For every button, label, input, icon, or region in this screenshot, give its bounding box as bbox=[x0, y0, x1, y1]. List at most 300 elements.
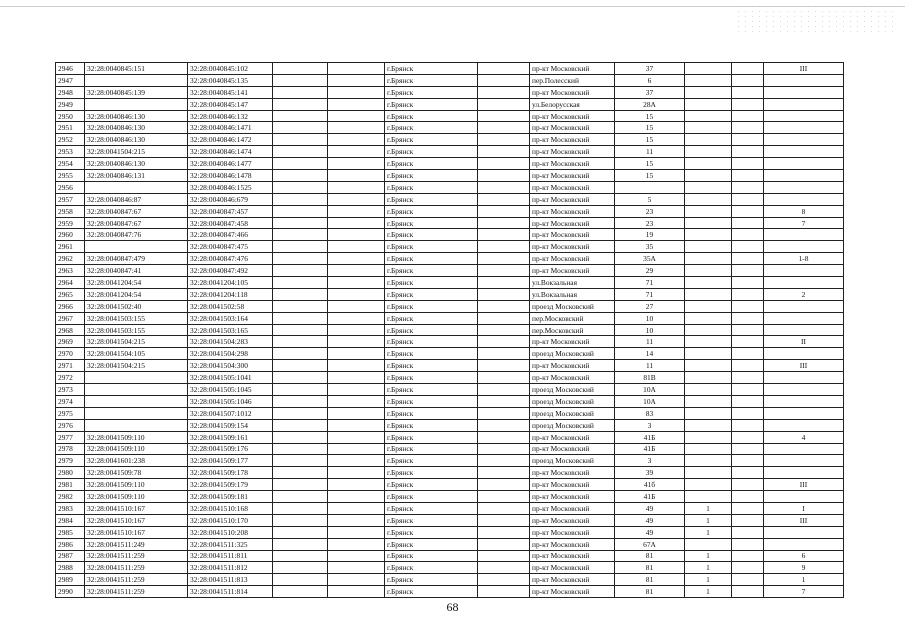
cell-cadastral-number: 32:28:0041507:1012 bbox=[188, 407, 273, 419]
cell-city: г.Брянск bbox=[385, 407, 478, 419]
cell-cadastral-number: 32:28:0041204:105 bbox=[188, 277, 273, 289]
cell-col-11 bbox=[732, 324, 764, 336]
cell-col-5 bbox=[328, 384, 385, 396]
cell-col-11 bbox=[732, 312, 764, 324]
cell-premises-number bbox=[764, 526, 844, 538]
cell-col-5 bbox=[328, 348, 385, 360]
cell-col-11 bbox=[732, 407, 764, 419]
cell-parent-cadastral-number: 32:28:0041511:259 bbox=[85, 586, 188, 598]
cell-col-11 bbox=[732, 110, 764, 122]
cell-col-4 bbox=[273, 265, 328, 277]
cell-city: г.Брянск bbox=[385, 122, 478, 134]
cell-cadastral-number: 32:28:0040845:102 bbox=[188, 63, 273, 75]
cell-col-10 bbox=[685, 158, 732, 170]
cell-house-number: 81 bbox=[615, 562, 685, 574]
cell-house-number: 14 bbox=[615, 348, 685, 360]
cell-parent-cadastral-number bbox=[85, 372, 188, 384]
cell-col-5 bbox=[328, 562, 385, 574]
cell-col-4 bbox=[273, 384, 328, 396]
cell-premises-number bbox=[764, 86, 844, 98]
cell-street: пр-кт Московский bbox=[530, 158, 615, 170]
cell-row-index: 2947 bbox=[56, 74, 85, 86]
table-row bbox=[56, 193, 844, 205]
cell-city: г.Брянск bbox=[385, 574, 478, 586]
cell-row-index: 2952 bbox=[56, 134, 85, 146]
cell-col-10: 1 bbox=[685, 562, 732, 574]
cell-col-7 bbox=[478, 110, 530, 122]
cell-city: г.Брянск bbox=[385, 360, 478, 372]
cell-col-10 bbox=[685, 360, 732, 372]
cell-row-index: 2976 bbox=[56, 419, 85, 431]
cell-parent-cadastral-number: 32:28:0040847:479 bbox=[85, 253, 188, 265]
table-row bbox=[56, 336, 844, 348]
cell-premises-number: 4 bbox=[764, 431, 844, 443]
cell-row-index: 2946 bbox=[56, 63, 85, 75]
cell-parent-cadastral-number: 32:28:0041509:110 bbox=[85, 431, 188, 443]
cell-street: проезд Московский bbox=[530, 348, 615, 360]
cell-row-index: 2964 bbox=[56, 277, 85, 289]
cell-col-5 bbox=[328, 431, 385, 443]
cell-city: г.Брянск bbox=[385, 170, 478, 182]
cell-col-11 bbox=[732, 491, 764, 503]
cell-row-index: 2973 bbox=[56, 384, 85, 396]
cell-parent-cadastral-number: 32:28:0041511:249 bbox=[85, 538, 188, 550]
cell-col-7 bbox=[478, 384, 530, 396]
cell-col-11 bbox=[732, 372, 764, 384]
cell-col-11 bbox=[732, 253, 764, 265]
cell-parent-cadastral-number bbox=[85, 407, 188, 419]
cell-col-7 bbox=[478, 407, 530, 419]
cell-col-7 bbox=[478, 491, 530, 503]
cell-cadastral-number: 32:28:0040847:476 bbox=[188, 253, 273, 265]
cell-parent-cadastral-number bbox=[85, 98, 188, 110]
cell-col-11 bbox=[732, 158, 764, 170]
cell-col-7 bbox=[478, 538, 530, 550]
cell-premises-number bbox=[764, 538, 844, 550]
cell-row-index: 2990 bbox=[56, 586, 85, 598]
cell-col-5 bbox=[328, 360, 385, 372]
cell-row-index: 2975 bbox=[56, 407, 85, 419]
cell-col-5 bbox=[328, 170, 385, 182]
cell-col-11 bbox=[732, 229, 764, 241]
cell-row-index: 2985 bbox=[56, 526, 85, 538]
cell-col-4 bbox=[273, 86, 328, 98]
table-row bbox=[56, 407, 844, 419]
cell-col-4 bbox=[273, 312, 328, 324]
cell-col-7 bbox=[478, 217, 530, 229]
cell-parent-cadastral-number bbox=[85, 241, 188, 253]
cell-col-10 bbox=[685, 181, 732, 193]
cell-row-index: 2984 bbox=[56, 514, 85, 526]
cell-col-5 bbox=[328, 181, 385, 193]
cell-col-4 bbox=[273, 538, 328, 550]
cell-col-11 bbox=[732, 514, 764, 526]
cell-house-number: 49 bbox=[615, 514, 685, 526]
cell-col-4 bbox=[273, 229, 328, 241]
cell-row-index: 2950 bbox=[56, 110, 85, 122]
cell-row-index: 2965 bbox=[56, 288, 85, 300]
table-row bbox=[56, 288, 844, 300]
cell-premises-number: 1-8 bbox=[764, 253, 844, 265]
cell-col-11 bbox=[732, 217, 764, 229]
cell-col-10 bbox=[685, 300, 732, 312]
cell-premises-number bbox=[764, 98, 844, 110]
cell-col-4 bbox=[273, 300, 328, 312]
cell-row-index: 2979 bbox=[56, 455, 85, 467]
cell-col-7 bbox=[478, 550, 530, 562]
cell-city: г.Брянск bbox=[385, 241, 478, 253]
cell-house-number: 15 bbox=[615, 170, 685, 182]
cell-col-4 bbox=[273, 574, 328, 586]
cell-cadastral-number: 32:28:0040847:458 bbox=[188, 217, 273, 229]
cell-city: г.Брянск bbox=[385, 395, 478, 407]
cell-street: проезд Московский bbox=[530, 384, 615, 396]
cell-house-number: 71 bbox=[615, 277, 685, 289]
cell-parent-cadastral-number: 32:28:0040847:67 bbox=[85, 205, 188, 217]
cell-city: г.Брянск bbox=[385, 146, 478, 158]
cell-col-4 bbox=[273, 360, 328, 372]
cell-col-5 bbox=[328, 443, 385, 455]
cell-col-7 bbox=[478, 360, 530, 372]
cell-col-5 bbox=[328, 217, 385, 229]
cell-col-10 bbox=[685, 419, 732, 431]
cell-col-7 bbox=[478, 74, 530, 86]
cell-col-7 bbox=[478, 181, 530, 193]
cell-house-number: 37 bbox=[615, 86, 685, 98]
cell-col-11 bbox=[732, 586, 764, 598]
cell-col-10 bbox=[685, 372, 732, 384]
cell-col-5 bbox=[328, 574, 385, 586]
cell-row-index: 2969 bbox=[56, 336, 85, 348]
cell-street: пер.Московский bbox=[530, 324, 615, 336]
cell-premises-number bbox=[764, 265, 844, 277]
cell-premises-number: 6 bbox=[764, 550, 844, 562]
cell-col-11 bbox=[732, 395, 764, 407]
cell-col-10 bbox=[685, 479, 732, 491]
table-row bbox=[56, 467, 844, 479]
cell-col-10 bbox=[685, 455, 732, 467]
cell-col-10 bbox=[685, 86, 732, 98]
cell-premises-number bbox=[764, 419, 844, 431]
cell-col-4 bbox=[273, 181, 328, 193]
cell-street: пр-кт Московский bbox=[530, 372, 615, 384]
cell-street: пр-кт Московский bbox=[530, 443, 615, 455]
cell-house-number: 11 bbox=[615, 336, 685, 348]
cell-row-index: 2982 bbox=[56, 491, 85, 503]
cell-col-11 bbox=[732, 360, 764, 372]
cell-col-10: 1 bbox=[685, 526, 732, 538]
cell-col-5 bbox=[328, 241, 385, 253]
table-row bbox=[56, 265, 844, 277]
cell-col-10 bbox=[685, 253, 732, 265]
cell-col-7 bbox=[478, 419, 530, 431]
cell-house-number: 81В bbox=[615, 372, 685, 384]
table-row bbox=[56, 181, 844, 193]
table-row bbox=[56, 205, 844, 217]
cell-premises-number bbox=[764, 372, 844, 384]
cell-col-5 bbox=[328, 312, 385, 324]
cell-row-index: 2951 bbox=[56, 122, 85, 134]
cell-street: пр-кт Московский bbox=[530, 491, 615, 503]
cell-street: пр-кт Московский bbox=[530, 146, 615, 158]
cell-city: г.Брянск bbox=[385, 348, 478, 360]
cell-col-7 bbox=[478, 253, 530, 265]
cell-city: г.Брянск bbox=[385, 491, 478, 503]
cell-premises-number bbox=[764, 170, 844, 182]
table-row bbox=[56, 384, 844, 396]
cell-col-7 bbox=[478, 265, 530, 277]
cell-house-number: 67А bbox=[615, 538, 685, 550]
cell-house-number: 11 bbox=[615, 360, 685, 372]
cell-premises-number: 9 bbox=[764, 562, 844, 574]
cell-street: проезд Московский bbox=[530, 455, 615, 467]
cell-cadastral-number: 32:28:0041505:1041 bbox=[188, 372, 273, 384]
table-row bbox=[56, 491, 844, 503]
cell-city: г.Брянск bbox=[385, 98, 478, 110]
cell-house-number: 81 bbox=[615, 586, 685, 598]
cell-row-index: 2954 bbox=[56, 158, 85, 170]
cell-house-number: 3 bbox=[615, 419, 685, 431]
cell-col-5 bbox=[328, 265, 385, 277]
cell-city: г.Брянск bbox=[385, 538, 478, 550]
cell-parent-cadastral-number: 32:28:0040846:87 bbox=[85, 193, 188, 205]
cell-col-5 bbox=[328, 300, 385, 312]
cell-col-4 bbox=[273, 110, 328, 122]
cell-col-7 bbox=[478, 479, 530, 491]
cell-street: проезд Московский bbox=[530, 419, 615, 431]
cell-premises-number bbox=[764, 229, 844, 241]
cell-col-4 bbox=[273, 170, 328, 182]
cell-col-5 bbox=[328, 146, 385, 158]
cell-street: пр-кт Московский bbox=[530, 217, 615, 229]
cell-col-4 bbox=[273, 586, 328, 598]
cell-cadastral-number: 32:28:0041511:811 bbox=[188, 550, 273, 562]
cell-col-11 bbox=[732, 443, 764, 455]
cell-premises-number bbox=[764, 110, 844, 122]
cell-col-5 bbox=[328, 288, 385, 300]
cell-col-7 bbox=[478, 170, 530, 182]
table-row bbox=[56, 574, 844, 586]
cell-col-10 bbox=[685, 431, 732, 443]
cell-premises-number bbox=[764, 455, 844, 467]
cell-city: г.Брянск bbox=[385, 205, 478, 217]
table-row bbox=[56, 348, 844, 360]
cell-col-4 bbox=[273, 253, 328, 265]
cell-street: ул.Вокзальная bbox=[530, 288, 615, 300]
cell-street: пр-кт Московский bbox=[530, 502, 615, 514]
cell-col-7 bbox=[478, 467, 530, 479]
cell-col-5 bbox=[328, 324, 385, 336]
cell-house-number: 28А bbox=[615, 98, 685, 110]
cell-col-4 bbox=[273, 479, 328, 491]
cell-col-11 bbox=[732, 538, 764, 550]
cell-col-7 bbox=[478, 158, 530, 170]
cell-col-5 bbox=[328, 538, 385, 550]
cell-city: г.Брянск bbox=[385, 514, 478, 526]
cell-row-index: 2958 bbox=[56, 205, 85, 217]
cell-parent-cadastral-number: 32:28:0041510:167 bbox=[85, 526, 188, 538]
cell-cadastral-number: 32:28:0041509:177 bbox=[188, 455, 273, 467]
cell-city: г.Брянск bbox=[385, 181, 478, 193]
cell-col-7 bbox=[478, 526, 530, 538]
cell-parent-cadastral-number: 32:28:0041504:215 bbox=[85, 336, 188, 348]
cell-city: г.Брянск bbox=[385, 63, 478, 75]
cell-city: г.Брянск bbox=[385, 277, 478, 289]
cell-house-number: 15 bbox=[615, 134, 685, 146]
cell-cadastral-number: 32:28:0040846:1471 bbox=[188, 122, 273, 134]
cell-row-index: 2968 bbox=[56, 324, 85, 336]
cell-cadastral-number: 32:28:0040847:492 bbox=[188, 265, 273, 277]
cell-col-7 bbox=[478, 324, 530, 336]
cell-cadastral-number: 32:28:0041509:161 bbox=[188, 431, 273, 443]
cell-col-5 bbox=[328, 193, 385, 205]
cell-house-number: 71 bbox=[615, 288, 685, 300]
cell-street: пр-кт Московский bbox=[530, 110, 615, 122]
scan-noise bbox=[735, 4, 895, 32]
cell-col-10 bbox=[685, 336, 732, 348]
cell-cadastral-number: 32:28:0040846:1478 bbox=[188, 170, 273, 182]
cell-parent-cadastral-number: 32:28:0041504:105 bbox=[85, 348, 188, 360]
cell-col-11 bbox=[732, 574, 764, 586]
cell-col-5 bbox=[328, 502, 385, 514]
cell-street: пр-кт Московский bbox=[530, 170, 615, 182]
cell-cadastral-number: 32:28:0040845:135 bbox=[188, 74, 273, 86]
cell-premises-number bbox=[764, 324, 844, 336]
cell-cadastral-number: 32:28:0041503:164 bbox=[188, 312, 273, 324]
cell-col-11 bbox=[732, 288, 764, 300]
cell-col-7 bbox=[478, 229, 530, 241]
cell-street: проезд Московский bbox=[530, 300, 615, 312]
cell-col-4 bbox=[273, 158, 328, 170]
cell-col-5 bbox=[328, 372, 385, 384]
cell-col-5 bbox=[328, 86, 385, 98]
table-row bbox=[56, 300, 844, 312]
cell-premises-number bbox=[764, 384, 844, 396]
cell-col-7 bbox=[478, 502, 530, 514]
cell-premises-number bbox=[764, 312, 844, 324]
cell-house-number: 15 bbox=[615, 122, 685, 134]
cell-parent-cadastral-number: 32:28:0040847:67 bbox=[85, 217, 188, 229]
table-row bbox=[56, 455, 844, 467]
table-row bbox=[56, 562, 844, 574]
cell-col-11 bbox=[732, 384, 764, 396]
cell-premises-number bbox=[764, 348, 844, 360]
cell-premises-number: II bbox=[764, 336, 844, 348]
cell-cadastral-number: 32:28:0041511:812 bbox=[188, 562, 273, 574]
cell-street: пр-кт Московский bbox=[530, 574, 615, 586]
cell-col-4 bbox=[273, 146, 328, 158]
cell-city: г.Брянск bbox=[385, 526, 478, 538]
cell-row-index: 2987 bbox=[56, 550, 85, 562]
cell-city: г.Брянск bbox=[385, 193, 478, 205]
cell-col-5 bbox=[328, 336, 385, 348]
cell-col-4 bbox=[273, 395, 328, 407]
cell-col-5 bbox=[328, 407, 385, 419]
cell-col-11 bbox=[732, 74, 764, 86]
cell-street: пр-кт Московский bbox=[530, 526, 615, 538]
cell-house-number bbox=[615, 181, 685, 193]
cell-col-5 bbox=[328, 550, 385, 562]
cell-row-index: 2986 bbox=[56, 538, 85, 550]
cell-parent-cadastral-number bbox=[85, 181, 188, 193]
cell-premises-number bbox=[764, 193, 844, 205]
cell-col-4 bbox=[273, 193, 328, 205]
cell-parent-cadastral-number: 32:28:0041510:167 bbox=[85, 502, 188, 514]
cell-col-10 bbox=[685, 407, 732, 419]
cell-cadastral-number: 32:28:0041509:178 bbox=[188, 467, 273, 479]
cell-house-number: 23 bbox=[615, 217, 685, 229]
property-register-table bbox=[55, 62, 844, 598]
cell-col-10 bbox=[685, 467, 732, 479]
cell-parent-cadastral-number bbox=[85, 419, 188, 431]
cell-street: пр-кт Московский bbox=[530, 193, 615, 205]
cell-street: ул.Белорусская bbox=[530, 98, 615, 110]
cell-col-10: 1 bbox=[685, 574, 732, 586]
cell-cadastral-number: 32:28:0040846:132 bbox=[188, 110, 273, 122]
cell-cadastral-number: 32:28:0041502:58 bbox=[188, 300, 273, 312]
cell-city: г.Брянск bbox=[385, 455, 478, 467]
cell-col-7 bbox=[478, 98, 530, 110]
cell-street: пр-кт Московский bbox=[530, 265, 615, 277]
cell-row-index: 2983 bbox=[56, 502, 85, 514]
cell-row-index: 2972 bbox=[56, 372, 85, 384]
cell-street: проезд Московский bbox=[530, 395, 615, 407]
cell-street: пр-кт Московский bbox=[530, 479, 615, 491]
cell-col-4 bbox=[273, 550, 328, 562]
cell-row-index: 2977 bbox=[56, 431, 85, 443]
cell-street: пр-кт Московский bbox=[530, 562, 615, 574]
cell-city: г.Брянск bbox=[385, 562, 478, 574]
cell-col-11 bbox=[732, 336, 764, 348]
table-row bbox=[56, 170, 844, 182]
cell-row-index: 2970 bbox=[56, 348, 85, 360]
cell-row-index: 2957 bbox=[56, 193, 85, 205]
cell-row-index: 2961 bbox=[56, 241, 85, 253]
cell-col-4 bbox=[273, 348, 328, 360]
cell-city: г.Брянск bbox=[385, 372, 478, 384]
cell-premises-number: III bbox=[764, 514, 844, 526]
cell-street: пр-кт Московский bbox=[530, 514, 615, 526]
cell-parent-cadastral-number: 32:28:0040847:76 bbox=[85, 229, 188, 241]
cell-street: пр-кт Московский bbox=[530, 253, 615, 265]
cell-col-7 bbox=[478, 205, 530, 217]
table-row bbox=[56, 419, 844, 431]
cell-col-11 bbox=[732, 205, 764, 217]
cell-col-10 bbox=[685, 193, 732, 205]
cell-col-10 bbox=[685, 134, 732, 146]
cell-city: г.Брянск bbox=[385, 550, 478, 562]
cell-city: г.Брянск bbox=[385, 74, 478, 86]
cell-col-5 bbox=[328, 491, 385, 503]
page-number: 68 bbox=[446, 600, 459, 614]
table-row bbox=[56, 217, 844, 229]
cell-col-11 bbox=[732, 170, 764, 182]
cell-col-5 bbox=[328, 586, 385, 598]
cell-cadastral-number: 32:28:0040846:679 bbox=[188, 193, 273, 205]
cell-house-number: 19 bbox=[615, 229, 685, 241]
cell-premises-number: III bbox=[764, 479, 844, 491]
cell-col-5 bbox=[328, 98, 385, 110]
cell-col-11 bbox=[732, 86, 764, 98]
cell-house-number: 49 bbox=[615, 526, 685, 538]
cell-col-11 bbox=[732, 122, 764, 134]
cell-street: ул.Вокзальная bbox=[530, 277, 615, 289]
cell-cadastral-number: 32:28:0041503:165 bbox=[188, 324, 273, 336]
cell-col-4 bbox=[273, 63, 328, 75]
cell-col-7 bbox=[478, 455, 530, 467]
cell-city: г.Брянск bbox=[385, 336, 478, 348]
cell-premises-number: 1 bbox=[764, 574, 844, 586]
